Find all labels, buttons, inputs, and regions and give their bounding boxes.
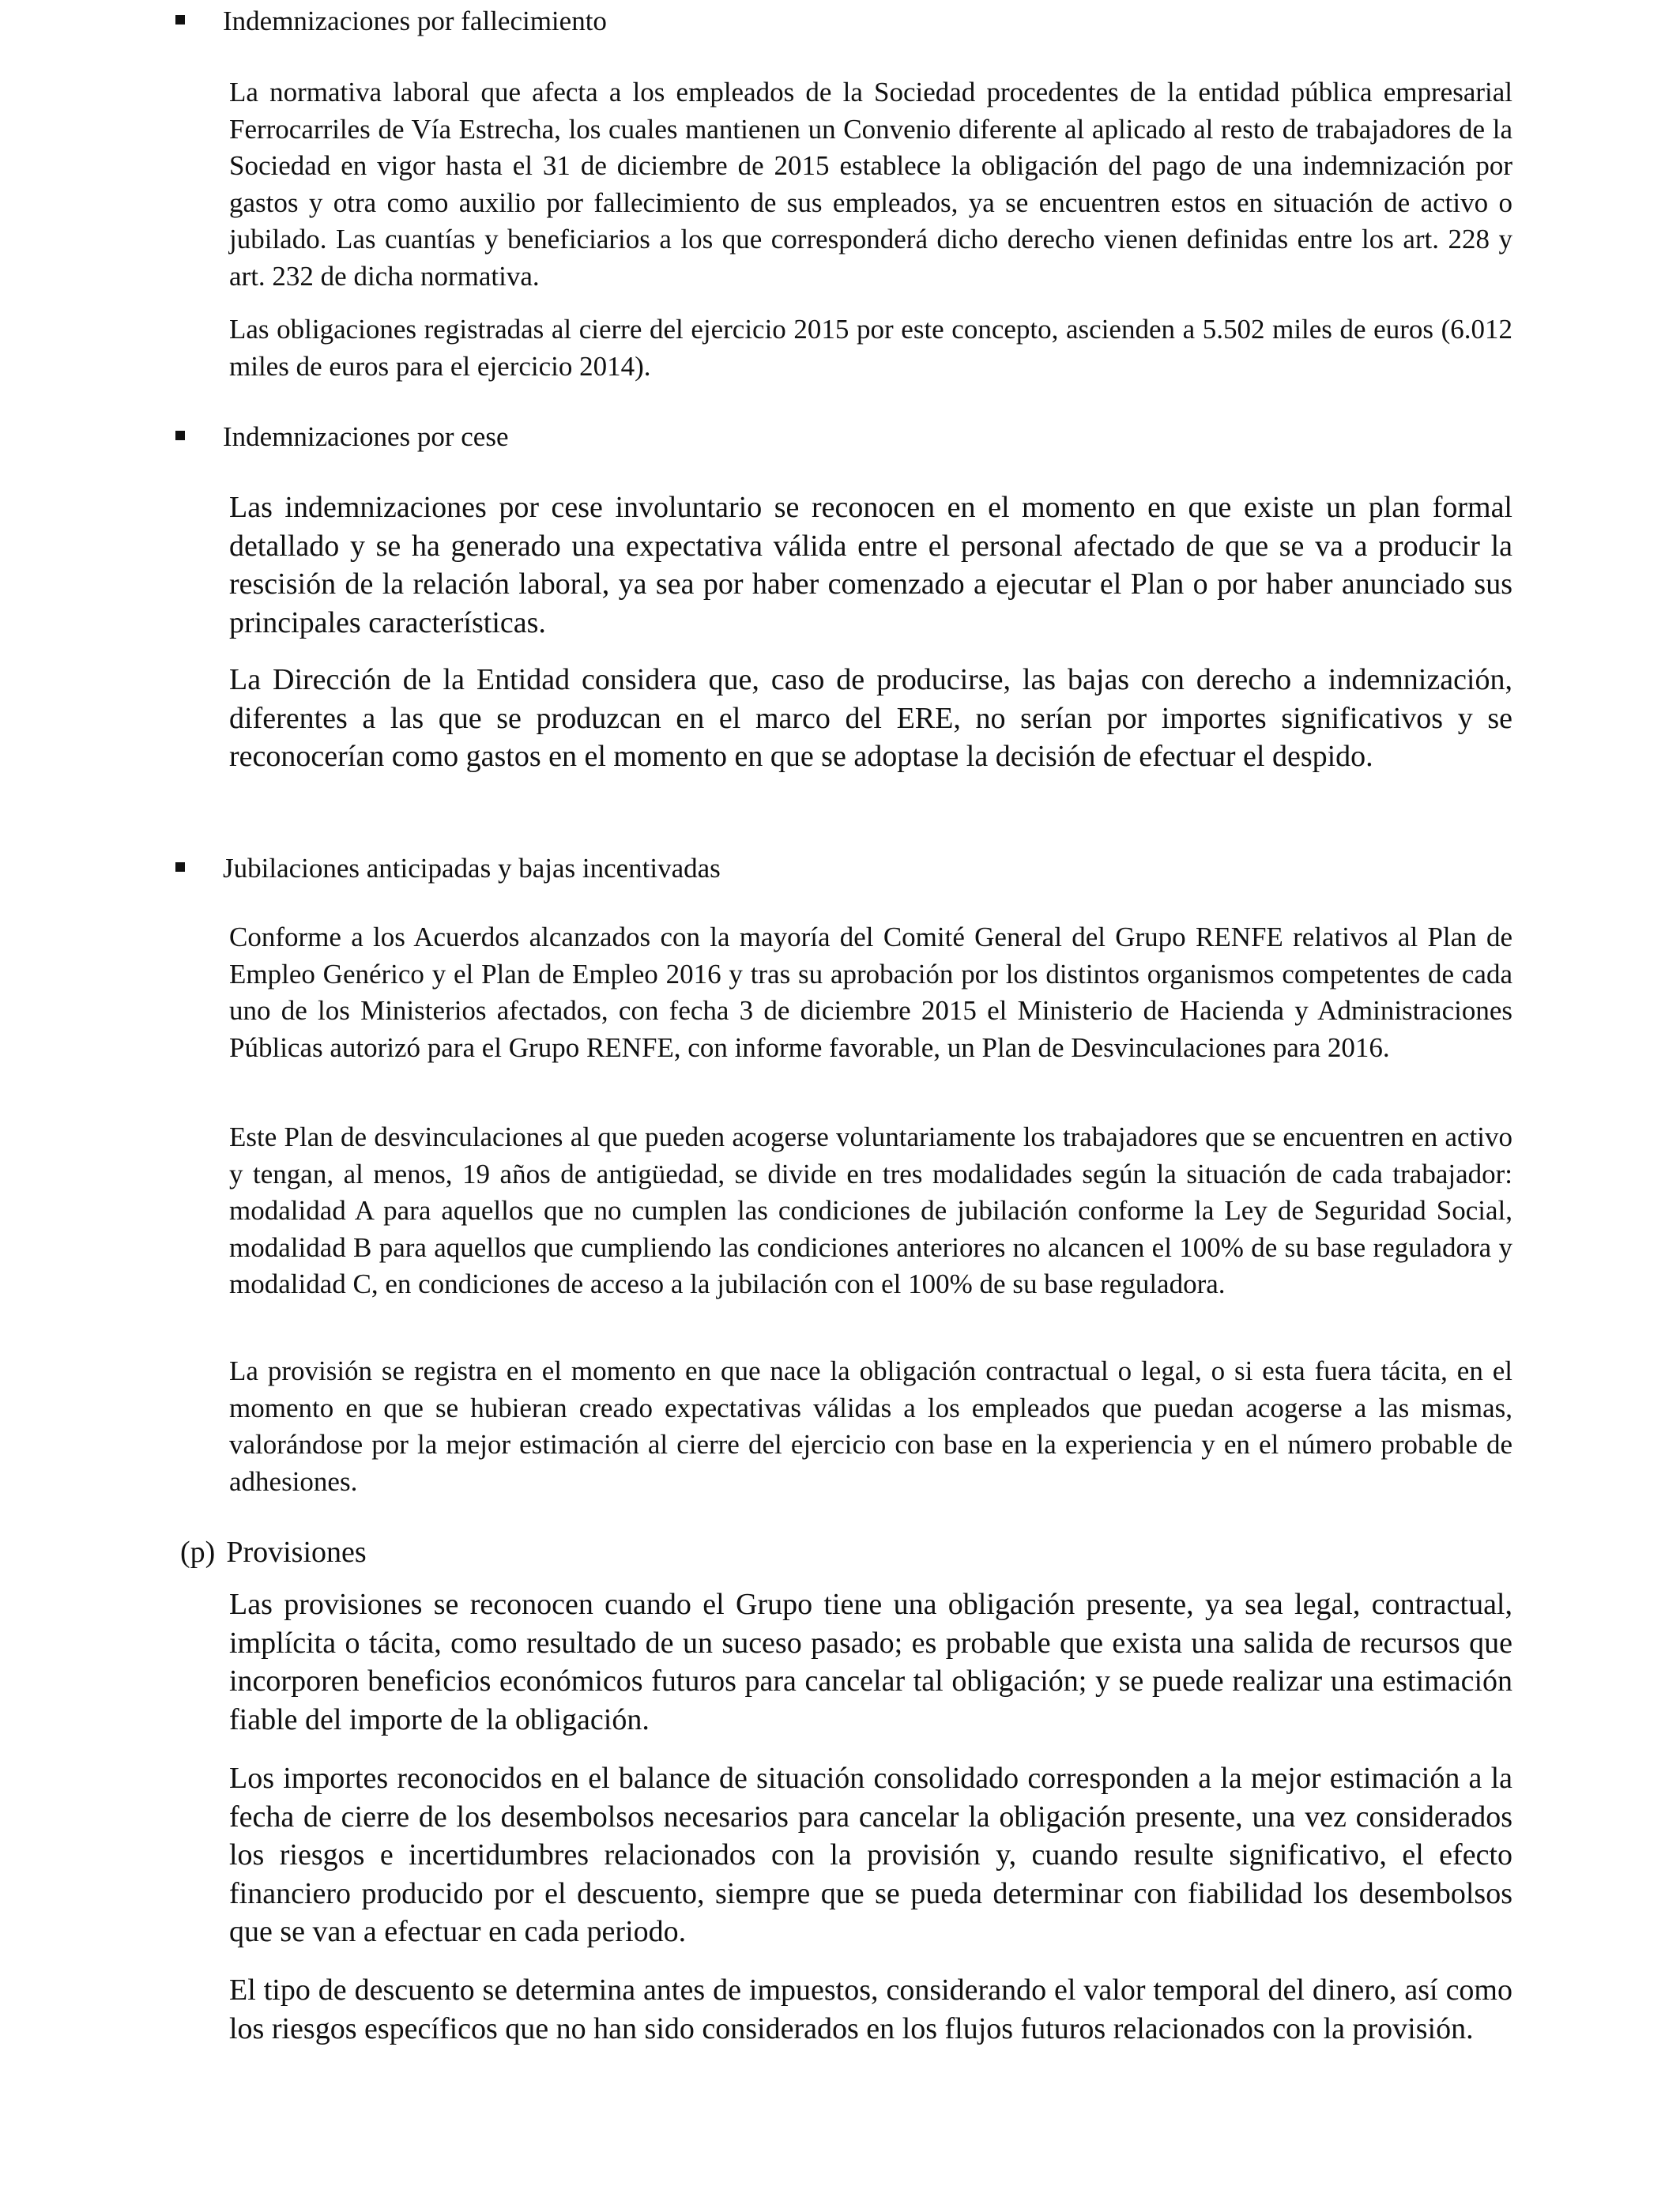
paragraph: Las indemnizaciones por cese involuntario se reconocen en el momento en que existe un plan formal detallado y se ha generado una expectativa válida entre el personal afectado de que se va a producir la rescisión de la relación laboral, ya sea por haber comenzado a ejecutar el Plan o por haber anunciado sus principales características. [229,491,1512,639]
heading-label: Indemnizaciones por cese [223,421,509,452]
paragraph: Este Plan de desvinculaciones al que pueden acogerse voluntariamente los trabajadores que se encuentren en activo y tengan, al menos, 19 años de antigüedad, se divide en tres modalidades según la situación de cada trabajador: modalidad A para aquellos que no cumplen las condiciones de jubilación conforme la Ley de Seguridad Social, modalidad B para aquellos que cumpliendo las condiciones anteriores no alcancen el 100% de su base reguladora y modalidad C, en condiciones de acceso a la jubilación con el 100% de su base reguladora. [229,1122,1512,1299]
section-letter: (p) [180,1536,216,1569]
heading-label: Provisiones [226,1536,367,1569]
paragraph: Las obligaciones registradas al cierre del ejercicio 2015 por este concepto, ascienden a 5.502 miles de euros (6.012 miles de euros para el ejercicio 2014). [229,314,1512,382]
heading-label: Indemnizaciones por fallecimiento [223,6,607,36]
heading-provisiones [180,1533,367,1571]
paragraph: La provisión se registra en el momento en que nace la obligación contractual o legal, o si esta fuera tácita, en el momento en que se hubieran creado expectativas válidas a los empleados que puedan acogerse a las mismas, valorándose por la mejor estimación al cierre del ejercicio con base en la experiencia y en el número probable de adhesiones. [229,1355,1512,1497]
paragraph: Las provisiones se reconocen cuando el Grupo tiene una obligación presente, ya sea legal, contractual, implícita o tácita, como resultado de un suceso pasado; es probable que exista una salida de recursos que incorporen beneficios económicos futuros para cancelar tal obligación; y se puede realizar una estimación fiable del importe de la obligación. [229,1588,1512,1736]
square-bullet-icon [175,862,185,872]
square-bullet-icon [175,431,185,440]
paragraph: Conforme a los Acuerdos alcanzados con la mayoría del Comité General del Grupo RENFE relativos al Plan de Empleo Genérico y el Plan de Empleo 2016 y tras su aprobación por los distintos organismos competentes de cada uno de los Ministerios afectados, con fecha 3 de diciembre 2015 el Ministerio de Hacienda y Administraciones Públicas autorizó para el Grupo RENFE, con informe favorable, un Plan de Desvinculaciones para 2016. [229,922,1512,1063]
paragraph: El tipo de descuento se determina antes de impuestos, considerando el valor temporal del dinero, así como los riesgos específicos que no han sido considerados en los flujos futuros relacionados con la provisión. [229,1973,1512,2045]
square-bullet-icon [175,15,185,25]
paragraph: La Dirección de la Entidad considera que, caso de producirse, las bajas con derecho a indemnización, diferentes a las que se produzcan en el marco del ERE, no serían por importes significativos y se reconocerían como gastos en el momento en que se adoptase la decisión de efectuar el despido. [229,663,1512,773]
paragraph: La normativa laboral que afecta a los empleados de la Sociedad procedentes de la entidad pública empresarial Ferrocarriles de Vía Estrecha, los cuales mantienen un Convenio diferente al aplicado al resto de trabajadores de la Sociedad en vigor hasta el 31 de diciembre de 2015 establece la obligación del pago de una indemnización por gastos y otra como auxilio por fallecimiento de sus empleados, ya se encuentren estos en situación de activo o jubilado. Las cuantías y beneficiarios a los que corresponderá dicho derecho vienen definidas entre los art. 228 y art. 232 de dicha normativa. [229,77,1512,292]
paragraph: Los importes reconocidos en el balance de situación consolidado corresponden a la mejor estimación a la fecha de cierre de los desembolsos necesarios para cancelar la obligación presente, una vez considerados los riesgos e incertidumbres relacionados con la provisión y, cuando resulte significativo, el efecto financiero producido por el descuento, siempre que se pueda determinar con fiabilidad los desembolsos que se van a efectuar en cada periodo. [229,1762,1512,1948]
heading-label: Jubilaciones anticipadas y bajas incentivadas [223,853,721,884]
